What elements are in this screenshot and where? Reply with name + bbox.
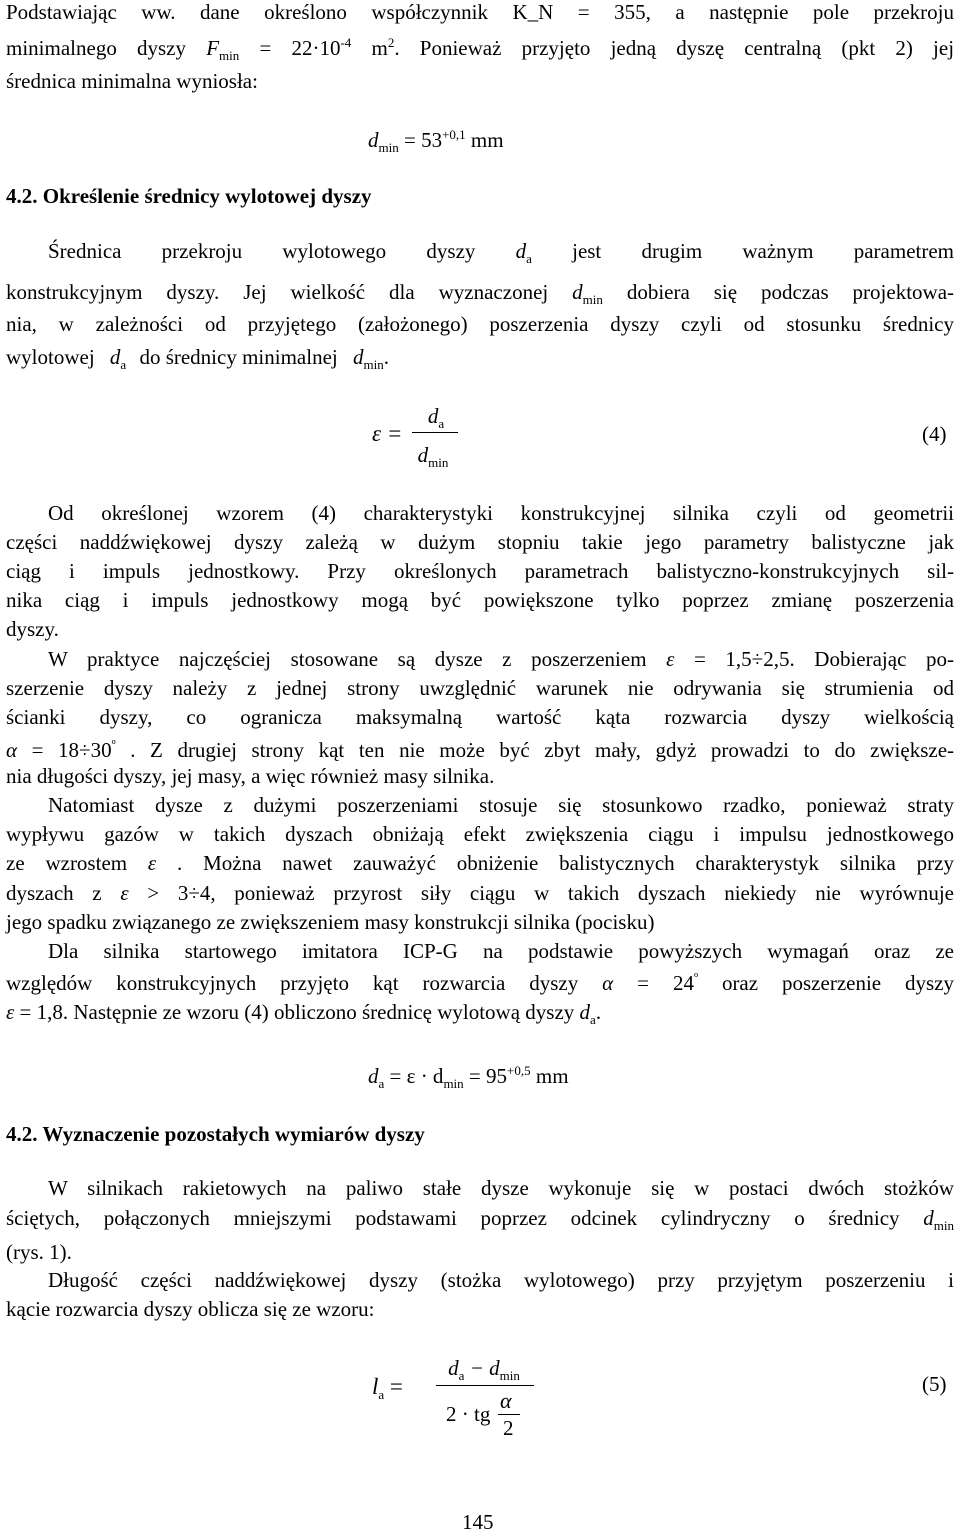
text-line: wylotowej $d_a$ do średnicy minimalnej $d_{min}$. bbox=[6, 345, 389, 372]
text-line: W silnikach rakietowych na paliwo stałe dysze wykonuje się w postaci dwóch stożków bbox=[48, 1176, 954, 1200]
text-line: Natomiast dysze z dużymi poszerzeniami stosuje się stosunkowo rzadko, ponieważ straty bbox=[48, 793, 954, 817]
text-line: ε = 1,8. Następnie ze wzoru (4) obliczono średnicę wylotową dyszy $d_a$. bbox=[6, 1000, 602, 1027]
equation-5-two: 2 bbox=[503, 1416, 514, 1440]
equation-number: (4) bbox=[922, 422, 947, 446]
equation-da: $d_a = \varepsilon \cdot d_{min} = 95^{+0,5}$ mm bbox=[368, 1063, 569, 1091]
equation-number: (5) bbox=[922, 1372, 947, 1396]
text-line: Podstawiając ww. dane określono współczynnik K_N = 355, a następnie pole przekroju bbox=[6, 0, 954, 24]
equation-5-denominator: 2 · tg bbox=[446, 1402, 491, 1426]
text-line: kącie rozwarcia dyszy oblicza się ze wzoru: bbox=[6, 1297, 375, 1321]
section-heading: 4.2. Wyznaczenie pozostałych wymiarów dyszy bbox=[6, 1122, 425, 1146]
fraction-bar bbox=[498, 1414, 520, 1415]
text-line: wypływu gazów w takich dyszach obniżają efekt zwiększenia ciągu i impulsu jednostkowego bbox=[6, 822, 954, 846]
text-line: szerzenie dyszy należy z jednej strony uwzględnić warunek nie odrywania się strumienia od bbox=[6, 676, 954, 700]
text-line: średnica minimalna wyniosła: bbox=[6, 69, 258, 93]
text-line: Długość części naddźwiękowej dyszy (stożka wylotowego) przy przyjętym poszerzeniu i bbox=[48, 1268, 954, 1292]
text-line: konstrukcyjnym dyszy. Jej wielkość dla wyznaczonej $d_{min}$ dobiera się podczas projektowa- bbox=[6, 280, 955, 307]
equation-4-numerator: $d_a$ bbox=[427, 404, 445, 431]
text-line: Średnica przekroju wylotowego dyszy $d_a$ jest drugim ważnym parametrem bbox=[48, 239, 954, 266]
text-line: (rys. 1). bbox=[6, 1240, 72, 1264]
text-line: ze wzrostem ε . Można nawet zauważyć obniżenie balistycznych charakterystyk silnika przy bbox=[6, 851, 954, 875]
equation-4-denominator: $d_{min}$ bbox=[417, 443, 449, 470]
fraction-bar bbox=[412, 432, 458, 433]
text-line: nika ciąg i impuls jednostkowy mogą być powiększone tylko poprzez zmianę poszerzenia bbox=[6, 588, 954, 612]
text-line: względów konstrukcyjnych przyjęto kąt rozwarcia dyszy $\alpha = 24^º$ oraz poszerzenie dyszy bbox=[6, 970, 955, 995]
text-line: części naddźwiękowej dyszy zależą w dużym stopniu takie jego parametry balistyczne jak bbox=[6, 530, 954, 554]
text-line: nia, w zależności od przyjętego (założonego) poszerzenia dyszy czyli od stosunku średnicy bbox=[6, 312, 954, 336]
fraction-bar bbox=[436, 1385, 534, 1386]
text-line: nia długości dyszy, jej masy, a więc również masy silnika. bbox=[6, 764, 495, 788]
equation-5-numerator: $d_a - d_{min}$ bbox=[448, 1356, 520, 1383]
equation-dmin: $d_{min} = 53^{+0,1}$ mm bbox=[368, 127, 504, 155]
text-line: $\alpha = 18\div 30^º$ . Z drugiej strony kąt ten nie może być zbyt mały, gdyż prowadzi to do zwiększe- bbox=[6, 737, 955, 762]
text-line: ciąg i impuls jednostkowy. Przy określonych parametrach balistyczno-konstrukcyjnych sil- bbox=[6, 559, 954, 583]
text-line: Dla silnika startowego imitatora ICP-G na podstawie powyższych wymagań oraz ze bbox=[48, 939, 954, 963]
equation-5-lhs: $l_a$ = bbox=[372, 1374, 403, 1402]
equation-5-alpha: α bbox=[500, 1388, 512, 1413]
section-heading: 4.2. Określenie średnicy wylotowej dyszy bbox=[6, 184, 372, 208]
text-line: ściętych, połączonych mniejszymi podstawami poprzez odcinek cylindryczny o średnicy $d_{min}$ bbox=[6, 1206, 954, 1233]
text-line: ścianki dyszy, co ogranicza maksymalną wartość kąta rozwarcia dyszy wielkością bbox=[6, 705, 954, 729]
text-line: dyszy. bbox=[6, 617, 59, 641]
text-line: W praktyce najczęściej stosowane są dysze z poszerzeniem ε = 1,5÷2,5. Dobierając po- bbox=[48, 647, 954, 671]
page-number: 145 bbox=[462, 1510, 494, 1534]
text-line: Od określonej wzorem (4) charakterystyki konstrukcyjnej silnika czyli od geometrii bbox=[48, 501, 954, 525]
text-line: dyszach z ε > 3÷4, ponieważ przyrost siły ciągu w takich dyszach niekiedy nie wyrównuje bbox=[6, 881, 955, 905]
text-line: minimalnego dyszy $F_{min} = 22\cdot 10^{-4}$ $m^2$. Ponieważ przyjęto jedną dyszę centralną (pkt 2) jej bbox=[6, 35, 955, 63]
text-line: jego spadku związanego ze zwiększeniem masy konstrukcji silnika (pocisku) bbox=[6, 910, 655, 934]
equation-4-lhs: ε = bbox=[372, 421, 403, 446]
